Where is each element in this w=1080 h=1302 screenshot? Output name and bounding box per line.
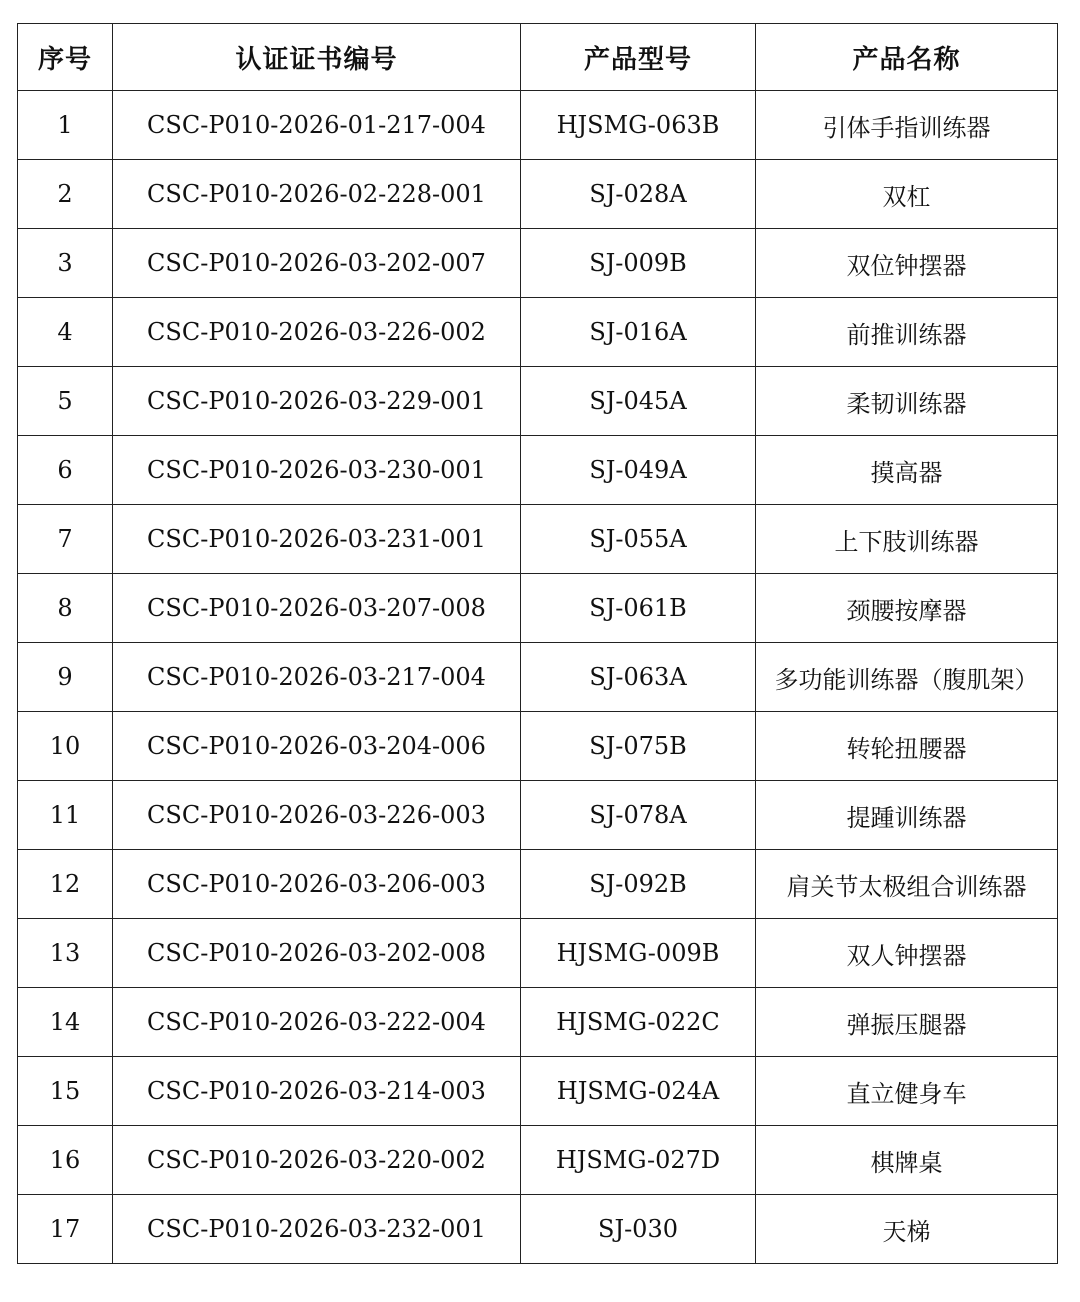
cell-index: 11 (18, 781, 113, 850)
table-row (18, 919, 1058, 988)
cell-product-name: 引体手指训练器 (756, 91, 1058, 160)
cell-model: HJSMG-024A (521, 1057, 756, 1126)
cell-product-name: 多功能训练器（腹肌架） (756, 643, 1058, 712)
cell-certificate-no: CSC-P010-2026-03-217-004 (113, 643, 521, 712)
cell-certificate-no: CSC-P010-2026-03-229-001 (113, 367, 521, 436)
cell-index: 1 (18, 91, 113, 160)
cell-model: SJ-055A (521, 505, 756, 574)
cell-certificate-no: CSC-P010-2026-03-230-001 (113, 436, 521, 505)
table-body (18, 91, 1058, 1264)
cell-certificate-no: CSC-P010-2026-03-207-008 (113, 574, 521, 643)
cell-model: HJSMG-027D (521, 1126, 756, 1195)
cell-index: 4 (18, 298, 113, 367)
cell-certificate-no: CSC-P010-2026-03-214-003 (113, 1057, 521, 1126)
table-header-row (18, 24, 1058, 91)
cell-certificate-no: CSC-P010-2026-02-228-001 (113, 160, 521, 229)
table-row (18, 160, 1058, 229)
cell-model: SJ-016A (521, 298, 756, 367)
cell-product-name: 转轮扭腰器 (756, 712, 1058, 781)
cell-model: SJ-049A (521, 436, 756, 505)
cell-certificate-no: CSC-P010-2026-03-222-004 (113, 988, 521, 1057)
cell-index: 15 (18, 1057, 113, 1126)
cell-model: SJ-028A (521, 160, 756, 229)
cell-certificate-no: CSC-P010-2026-03-232-001 (113, 1195, 521, 1264)
cell-product-name: 提踵训练器 (756, 781, 1058, 850)
cell-index: 8 (18, 574, 113, 643)
cell-model: HJSMG-022C (521, 988, 756, 1057)
cell-model: SJ-075B (521, 712, 756, 781)
cell-product-name: 双杠 (756, 160, 1058, 229)
cell-certificate-no: CSC-P010-2026-03-220-002 (113, 1126, 521, 1195)
cell-certificate-no: CSC-P010-2026-03-206-003 (113, 850, 521, 919)
cell-product-name: 棋牌桌 (756, 1126, 1058, 1195)
cell-model: SJ-061B (521, 574, 756, 643)
header-certificate-no: 认证证书编号 (113, 24, 521, 91)
cell-certificate-no: CSC-P010-2026-03-226-003 (113, 781, 521, 850)
cell-product-name: 柔韧训练器 (756, 367, 1058, 436)
cell-index: 3 (18, 229, 113, 298)
cell-product-name: 肩关节太极组合训练器 (756, 850, 1058, 919)
cell-index: 2 (18, 160, 113, 229)
cell-product-name: 天梯 (756, 1195, 1058, 1264)
cell-product-name: 双位钟摆器 (756, 229, 1058, 298)
cell-index: 17 (18, 1195, 113, 1264)
cell-model: SJ-078A (521, 781, 756, 850)
table-row (18, 91, 1058, 160)
cell-index: 12 (18, 850, 113, 919)
cell-product-name: 前推训练器 (756, 298, 1058, 367)
table-row (18, 850, 1058, 919)
cell-model: HJSMG-009B (521, 919, 756, 988)
table-row (18, 1126, 1058, 1195)
table-row (18, 988, 1058, 1057)
cell-product-name: 摸高器 (756, 436, 1058, 505)
cell-certificate-no: CSC-P010-2026-01-217-004 (113, 91, 521, 160)
table-row (18, 229, 1058, 298)
cell-certificate-no: CSC-P010-2026-03-226-002 (113, 298, 521, 367)
cell-certificate-no: CSC-P010-2026-03-204-006 (113, 712, 521, 781)
cell-model: HJSMG-063B (521, 91, 756, 160)
cell-model: SJ-063A (521, 643, 756, 712)
cell-model: SJ-009B (521, 229, 756, 298)
header-index: 序号 (18, 24, 113, 91)
cell-index: 13 (18, 919, 113, 988)
cell-product-name: 弹振压腿器 (756, 988, 1058, 1057)
table-row (18, 781, 1058, 850)
table-row (18, 367, 1058, 436)
table-row (18, 712, 1058, 781)
table-row (18, 643, 1058, 712)
cell-index: 10 (18, 712, 113, 781)
cell-index: 6 (18, 436, 113, 505)
cell-index: 14 (18, 988, 113, 1057)
cell-index: 9 (18, 643, 113, 712)
cell-product-name: 上下肢训练器 (756, 505, 1058, 574)
cell-index: 7 (18, 505, 113, 574)
header-model: 产品型号 (521, 24, 756, 91)
cell-model: SJ-030 (521, 1195, 756, 1264)
certificate-table (17, 23, 1058, 1264)
table-row (18, 298, 1058, 367)
cell-certificate-no: CSC-P010-2026-03-202-007 (113, 229, 521, 298)
cell-model: SJ-045A (521, 367, 756, 436)
cell-certificate-no: CSC-P010-2026-03-202-008 (113, 919, 521, 988)
table-row (18, 574, 1058, 643)
table-row (18, 436, 1058, 505)
cell-model: SJ-092B (521, 850, 756, 919)
table-row (18, 505, 1058, 574)
cell-product-name: 颈腰按摩器 (756, 574, 1058, 643)
cell-index: 16 (18, 1126, 113, 1195)
cell-product-name: 双人钟摆器 (756, 919, 1058, 988)
cell-product-name: 直立健身车 (756, 1057, 1058, 1126)
cell-certificate-no: CSC-P010-2026-03-231-001 (113, 505, 521, 574)
table-row (18, 1195, 1058, 1264)
table-row (18, 1057, 1058, 1126)
cell-index: 5 (18, 367, 113, 436)
header-product-name: 产品名称 (756, 24, 1058, 91)
